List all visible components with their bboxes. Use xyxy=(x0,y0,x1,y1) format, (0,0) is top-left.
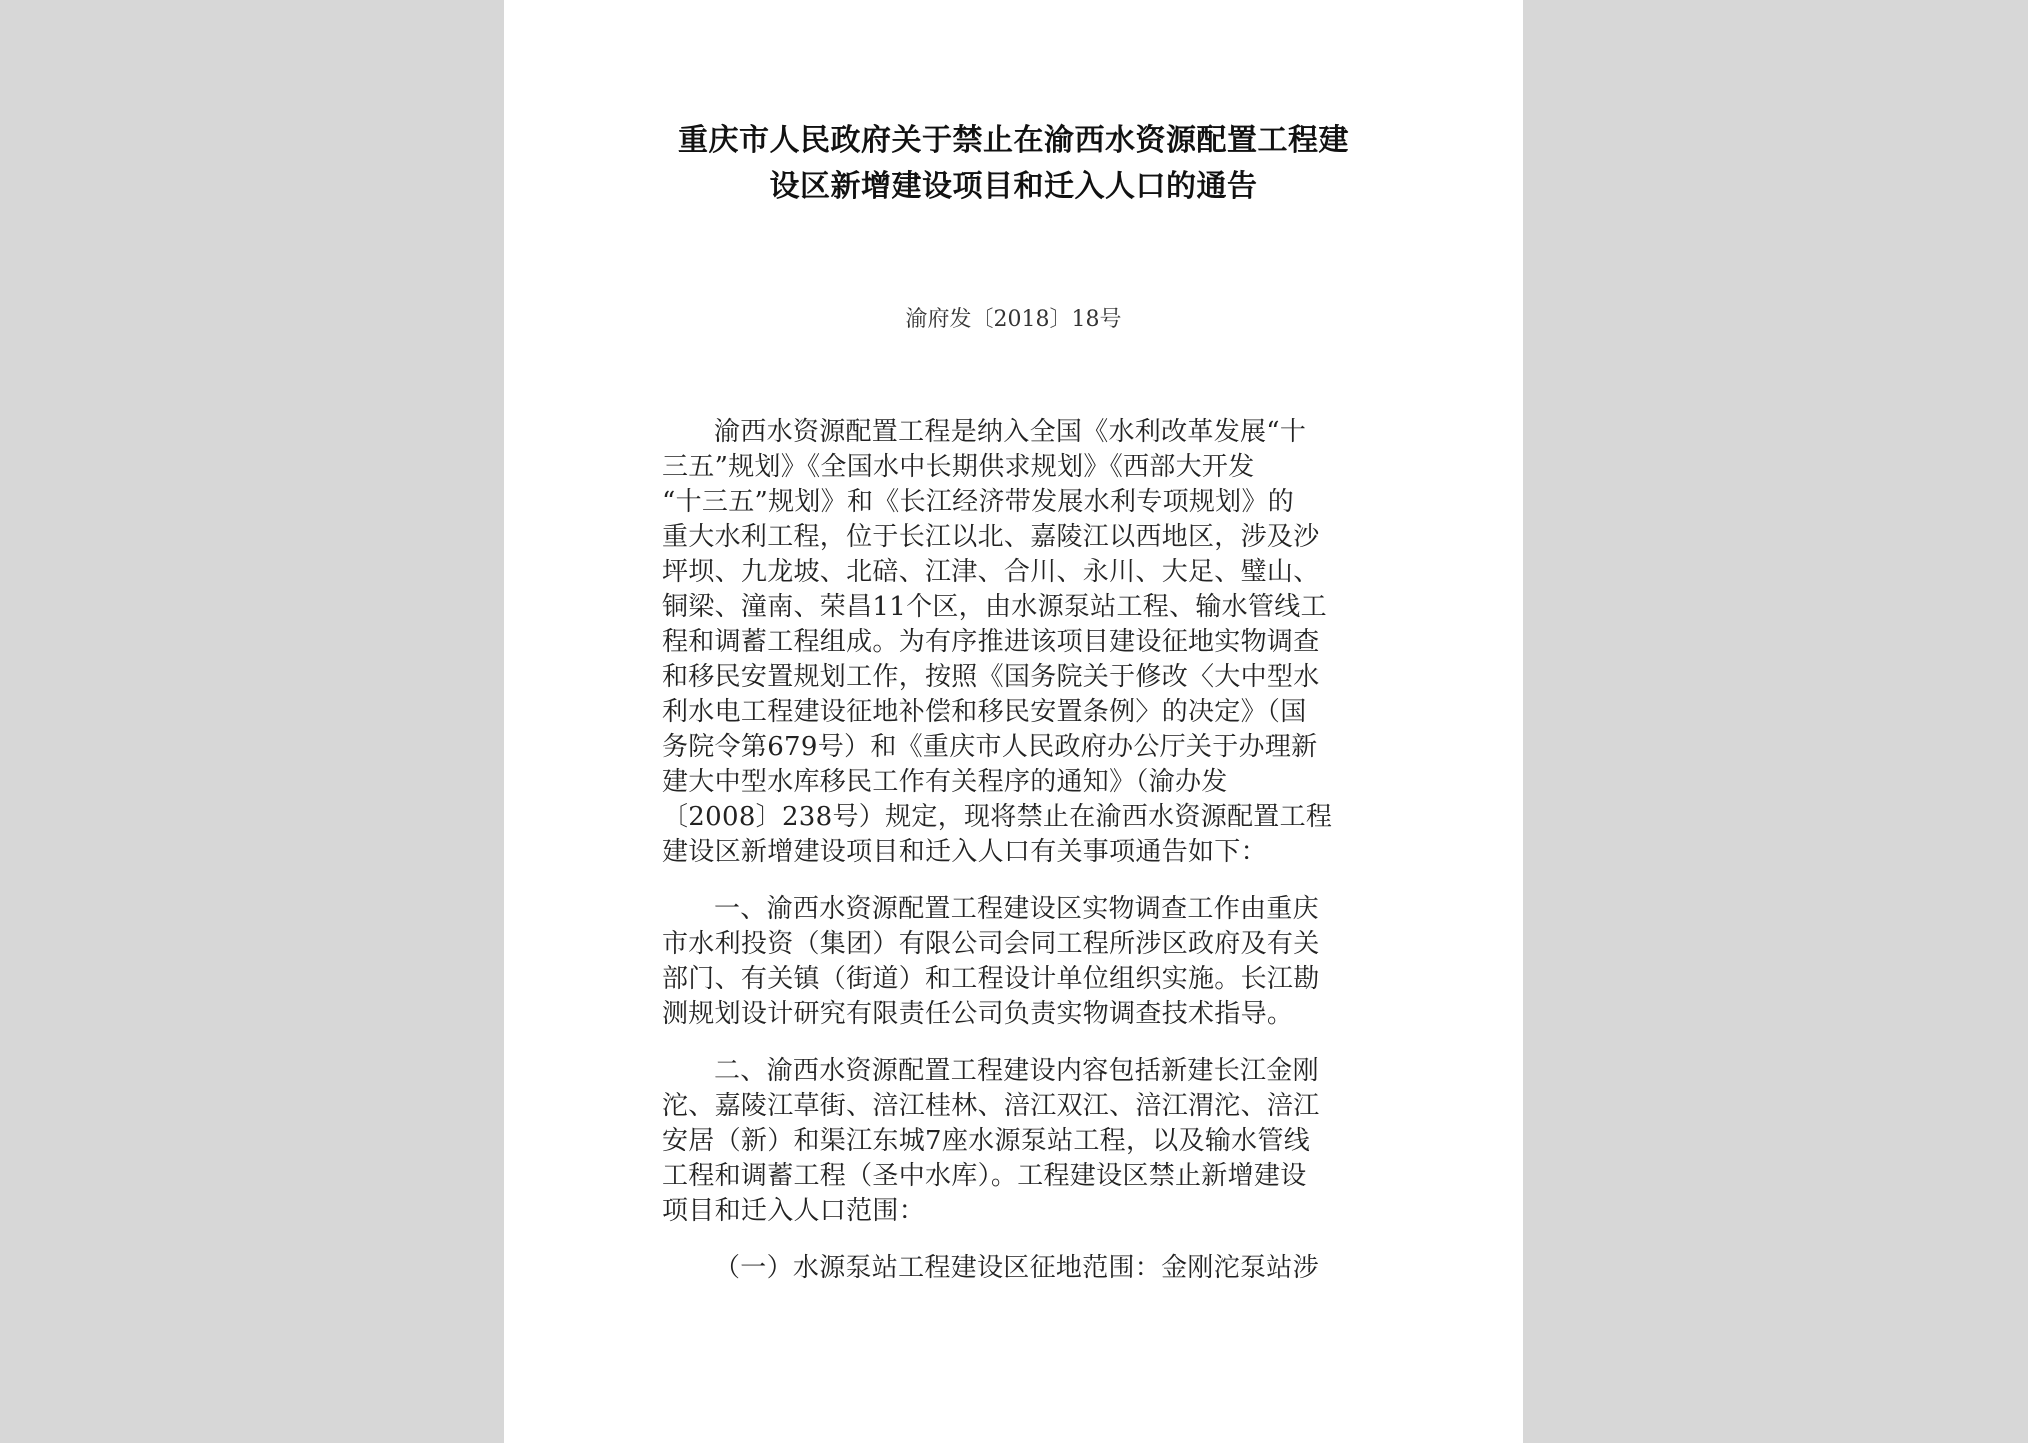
text-line: 工程和调蓄工程（圣中水库）。工程建设区禁止新增建设 xyxy=(662,1161,1307,1191)
text-line: 沱、嘉陵江草街、涪江桂林、涪江双江、涪江渭沱、涪江 xyxy=(662,1091,1320,1121)
text-line: 测规划设计研究有限责任公司负责实物调查技术指导。 xyxy=(662,999,1294,1029)
paragraph-section-2 xyxy=(662,1054,1320,1229)
text-line: 务院令第679号）和《重庆市人民政府办公厅关于办理新 xyxy=(662,732,1318,762)
text-line: 市水利投资（集团）有限公司会同工程所涉区政府及有关 xyxy=(662,929,1320,959)
text-line: 一、渝西水资源配置工程建设区实物调查工作由重庆 xyxy=(714,894,1319,924)
text-line: 部门、有关镇（街道）和工程设计单位组织实施。长江勘 xyxy=(662,964,1320,994)
paragraph-intro xyxy=(662,415,1333,870)
paragraph-subsection-1 xyxy=(662,1251,1319,1286)
paragraph-gap xyxy=(662,1229,1237,1251)
text-line: 建设区新增建设项目和迁入人口有关事项通告如下： xyxy=(662,837,1267,867)
text-line: 重大水利工程，位于长江以北、嘉陵江以西地区，涉及沙 xyxy=(662,522,1320,552)
text-line: 程和调蓄工程组成。为有序推进该项目建设征地实物调查 xyxy=(662,627,1320,657)
text-line: 利水电工程建设征地补偿和移民安置条例〉的决定》（国 xyxy=(662,697,1307,727)
document-body xyxy=(662,415,1333,1286)
document-page xyxy=(504,0,1523,1443)
text-line: 三五”规划》《全国水中长期供求规划》《西部大开发 xyxy=(662,452,1255,482)
text-line: 安居（新）和渠江东城7座水源泵站工程，以及输水管线 xyxy=(662,1126,1311,1156)
document-title xyxy=(504,118,1523,210)
text-line: “十三五”规划》和《长江经济带发展水利专项规划》的 xyxy=(662,487,1295,517)
text-line: 渝西水资源配置工程是纳入全国《水利改革发展“十 xyxy=(714,417,1307,447)
text-line: 铜梁、潼南、荣昌11个区，由水源泵站工程、输水管线工 xyxy=(662,592,1327,622)
paragraph-section-1 xyxy=(662,892,1320,1032)
paragraph-gap xyxy=(662,870,1237,892)
text-line: 二、渝西水资源配置工程建设内容包括新建长江金刚 xyxy=(714,1056,1319,1086)
text-line: 坪坝、九龙坡、北碚、江津、合川、永川、大足、璧山、 xyxy=(662,557,1320,587)
title-line: 重庆市人民政府关于禁止在渝西水资源配置工程建 xyxy=(678,123,1349,158)
paragraph-gap xyxy=(662,1032,1237,1054)
text-line: 建大中型水库移民工作有关程序的通知》（渝办发 xyxy=(662,767,1228,797)
document-number: 渝府发〔2018〕18号 xyxy=(905,307,1122,332)
title-line: 设区新增建设项目和迁入人口的通告 xyxy=(769,169,1258,204)
text-line: 〔2008〕238号）规定，现将禁止在渝西水资源配置工程 xyxy=(662,802,1333,832)
text-line: 和移民安置规划工作，按照《国务院关于修改〈大中型水 xyxy=(662,662,1320,692)
text-line: 项目和迁入人口范围： xyxy=(662,1196,926,1226)
text-line: （一）水源泵站工程建设区征地范围：金刚沱泵站涉 xyxy=(714,1253,1319,1283)
